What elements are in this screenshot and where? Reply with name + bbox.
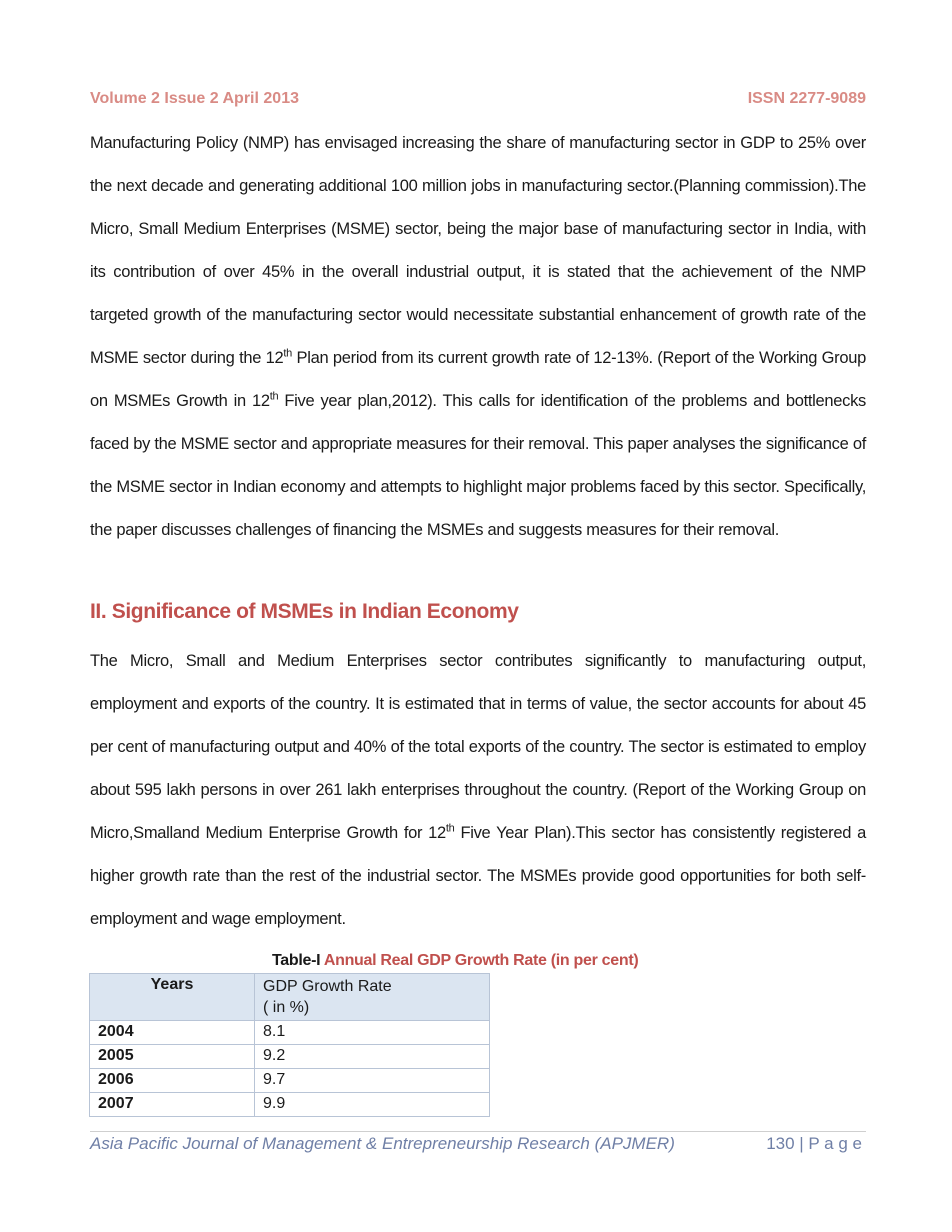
table-header-row [90,974,490,1021]
intro-text-1: Manufacturing Policy (NMP) has envisaged increasing the share of manufacturing sector in GDP to 25% over the next decade and generating additional 100 million jobs in manufacturing sector.(Planning commission).The Micro, Small Medium Enterprises (MSME) sector, being the major base of manufacturing sector in India, with its contribution of over 45% in the overall industrial output, it is stated that the achievement of the NMP targeted growth of the manufacturing sector would necessitate substantial enhancement of growth rate of the MSME sector during the 12 [90,134,866,367]
superscript: th [445,822,455,835]
row-value: 8.1 [255,1021,490,1045]
header-growth-line1: GDP Growth Rate [263,978,392,995]
table-row [90,1069,490,1093]
volume-info: Volume 2 Issue 2 April 2013 [90,90,299,107]
header-growth-line2: ( in %) [263,999,310,1016]
superscript: th [283,347,292,360]
table-title: Annual Real GDP Growth Rate (in per cent) [323,952,639,969]
table-caption [272,952,638,970]
intro-text-3: Five year plan,2012). This calls for identification of the problems and bottlenecks faced by the MSME sector and appropriate measures for their removal. This paper analyses the significance of the MSME sector in Indian economy and attempts to highlight major problems faced by this sector. Specifically, the paper discusses challenges of financing the MSMEs and suggests measures for their removal. [90,392,866,539]
issn-info: ISSN 2277-9089 [747,90,866,107]
header-growth [255,974,490,1021]
journal-name: Asia Pacific Journal of Management & Entrepreneurship Research (APJMER) [90,1134,675,1153]
significance-text-1: The Micro, Small and Medium Enterprises sector contributes significantly to manufacturing output, employment and exports of the country. It is estimated that in terms of value, the sector accounts for about 45 per cent of manufacturing output and 40% of the total exports of the country. The sector is estimated to employ about 595 lakh persons in over 261 lakh enterprises throughout the country. (Report of the Working Group on Micro,Smalland Medium Enterprise Growth for 12 [90,652,866,842]
intro-text-2: Plan period from its current growth rate of 12-13%. (Report of the Working Group on MSMEs Growth in 12 [90,349,866,410]
row-value: 9.7 [255,1069,490,1093]
footer-divider [90,1131,866,1132]
table-row [90,1093,490,1117]
header-years: Years [90,974,255,1021]
superscript: th [269,390,279,403]
row-year: 2005 [90,1045,255,1069]
intro-paragraph [90,122,866,552]
significance-paragraph [90,640,866,941]
row-value: 9.2 [255,1045,490,1069]
table-row [90,1045,490,1069]
row-year: 2006 [90,1069,255,1093]
table-label: Table-I [272,952,321,969]
significance-text-2: Five Year Plan).This sector has consistently registered a higher growth rate than the rest of the industrial sector. The MSMEs provide good opportunities for both self-employment and wage employment. [90,824,866,928]
row-year: 2007 [90,1093,255,1117]
gdp-growth-table [89,973,490,1117]
page-header [90,90,866,108]
page-number: 130 | P a g e [766,1134,862,1153]
table-row [90,1021,490,1045]
row-year: 2004 [90,1021,255,1045]
row-value: 9.9 [255,1093,490,1117]
page-footer [90,1134,862,1154]
section-heading: II. Significance of MSMEs in Indian Economy [90,600,519,623]
